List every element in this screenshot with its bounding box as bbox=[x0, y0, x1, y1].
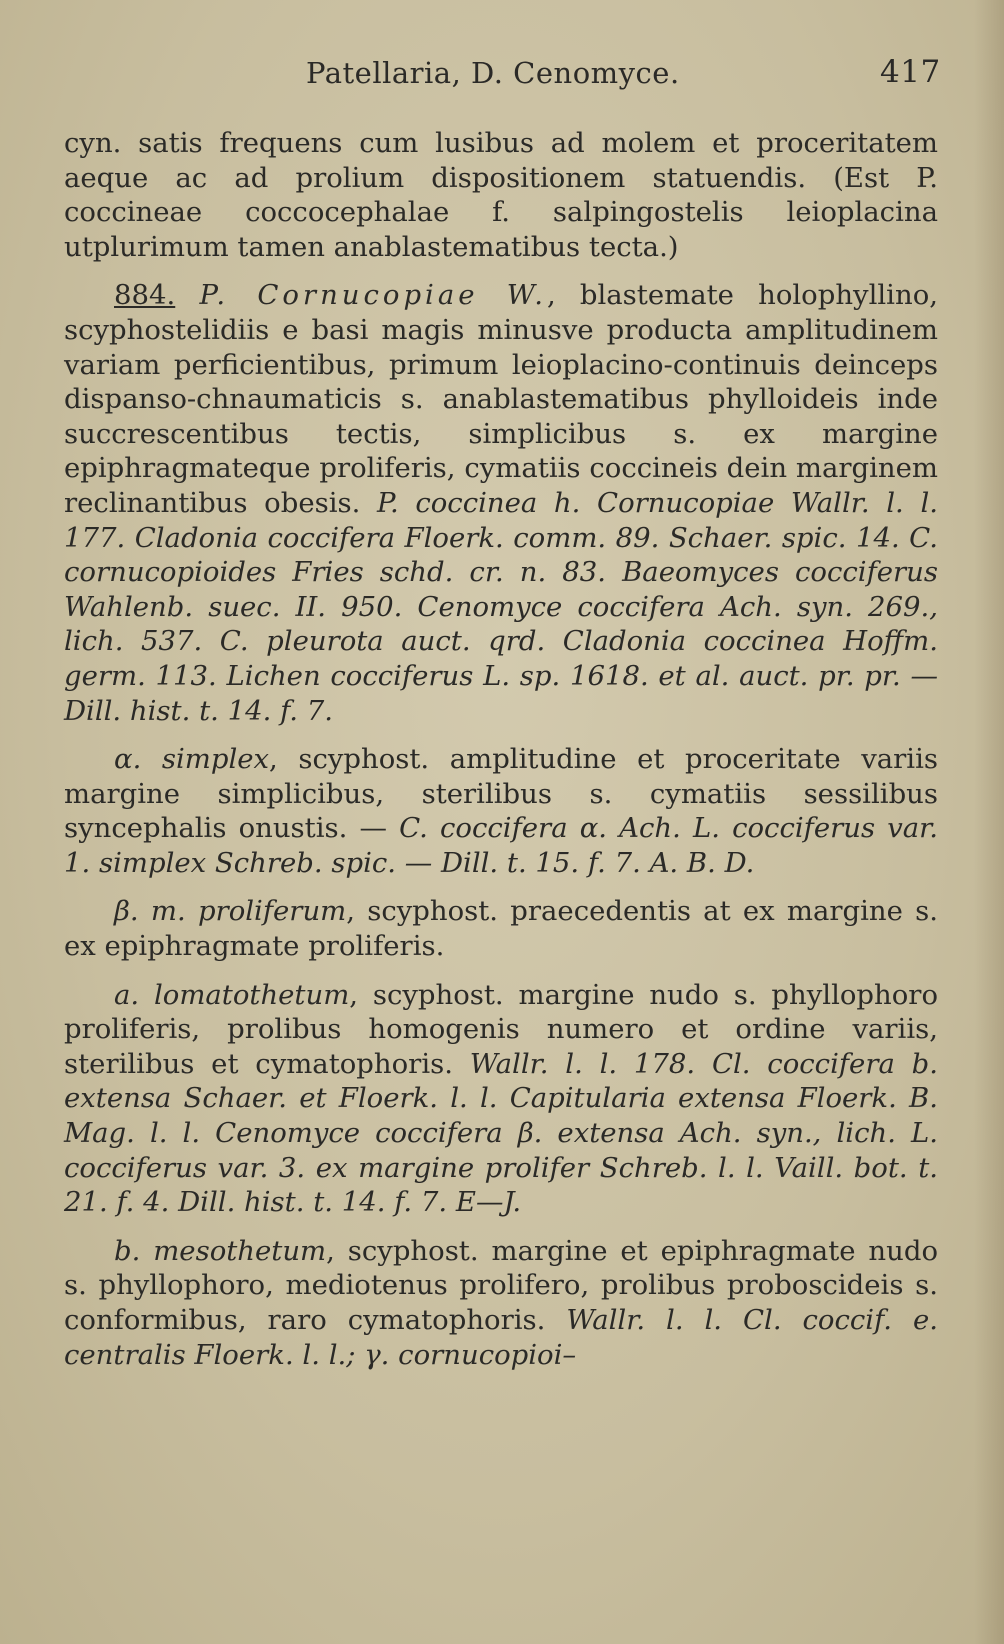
variety-label: α. simplex bbox=[114, 743, 270, 776]
paragraph-variety-beta bbox=[64, 894, 938, 963]
page-number: 417 bbox=[880, 54, 941, 90]
form-synonyms: Wallr. l. l. Cl. coccif. e. centralis Floerk. l. l.; γ. cornucopioi– bbox=[64, 1304, 938, 1371]
form-label: b. mesothetum bbox=[114, 1234, 327, 1267]
form-synonyms: Wallr. l. l. 178. Cl. coccifera b. extensa Schaer. et Floerk. l. l. Capitularia extensa Floerk. B. Mag. l. l. Cenomyce coccifera β. extensa Ach. syn., lich. L. cocciferus var. 3. ex margine prolifer Schreb. l. l. Vaill. bot. t. 21. f. 4. Dill. hist. t. 14. f. 7. E—J. bbox=[64, 1047, 938, 1219]
variety-description: , scyphost. amplitudine et proceritate variis margine simplicibus, sterilibus s. cymatiis sessilibus syncephalis onustis. — bbox=[64, 743, 938, 845]
paragraph-form-b bbox=[64, 1234, 938, 1372]
body-text bbox=[64, 126, 938, 1372]
form-description: , scyphost. margine et epiphragmate nudo s. phyllophoro, mediotenus prolifero, prolibus proboscideis s. conformibus, raro cymatophoris. bbox=[64, 1234, 938, 1336]
species-synonyms: P. coccinea h. Cornucopiae Wallr. l. l. 177. Cladonia coccifera Floerk. comm. 89. Schaer. spic. 14. C. cornucopioides Fries schd. cr. n. 83. Baeomyces cocciferus Wahlenb. suec. II. 950. Cenomyce coccifera Ach. syn. 269., lich. 537. C. pleurota auct. qrd. Cladonia coccinea Hoffm. germ. 113. Lichen cocciferus L. sp. 1618. et al. auct. pr. pr. — Dill. hist. t. 14. f. 7. bbox=[64, 486, 938, 727]
paragraph-species-884 bbox=[64, 278, 938, 728]
form-description: , scyphost. margine nudo s. phyllophoro proliferis, prolibus homogenis numero et ordine variis, sterilibus et cymatophoris. bbox=[64, 978, 938, 1080]
variety-label: β. m. proliferum bbox=[114, 895, 347, 928]
page-edge-shadow bbox=[974, 0, 1004, 1644]
species-name: P. Cornucopiae W. bbox=[199, 279, 547, 312]
running-title: Patellaria, D. Cenomyce. bbox=[306, 56, 680, 90]
form-label: a. lomatothetum bbox=[114, 978, 350, 1011]
variety-synonyms: C. coccifera α. Ach. L. cocciferus var. 1. simplex Schreb. spic. — Dill. t. 15. f. 7. A. B. D. bbox=[64, 812, 938, 879]
paragraph-form-a bbox=[64, 978, 938, 1220]
page-header bbox=[0, 52, 1004, 92]
species-description: , blastemate holophyllino, scyphostelidiis e basi magis minusve producta amplitudinem variam perficientibus, primum leioplacino-continuis deinceps dispanso-chnaumaticis s. anablastematibus phylloideis inde succrescentibus tectis, simplicibus s. ex margine epiphragmateque proliferis, cymatiis coccineis dein marginem reclinantibus obesis. bbox=[64, 279, 938, 519]
paragraph-variety-alpha bbox=[64, 742, 938, 880]
paragraph-continuation: cyn. satis frequens cum lusibus ad molem et proceritatem aeque ac ad prolium dispositionem statuendis. (Est P. coccineae coccocephalae f. salpingostelis leioplacina utplurimum tamen anablastematibus tecta.) bbox=[64, 127, 938, 263]
entry-number: 884. bbox=[114, 279, 176, 312]
variety-description: , scyphost. praecedentis at ex margine s. ex epiphragmate proliferis. bbox=[64, 895, 938, 963]
